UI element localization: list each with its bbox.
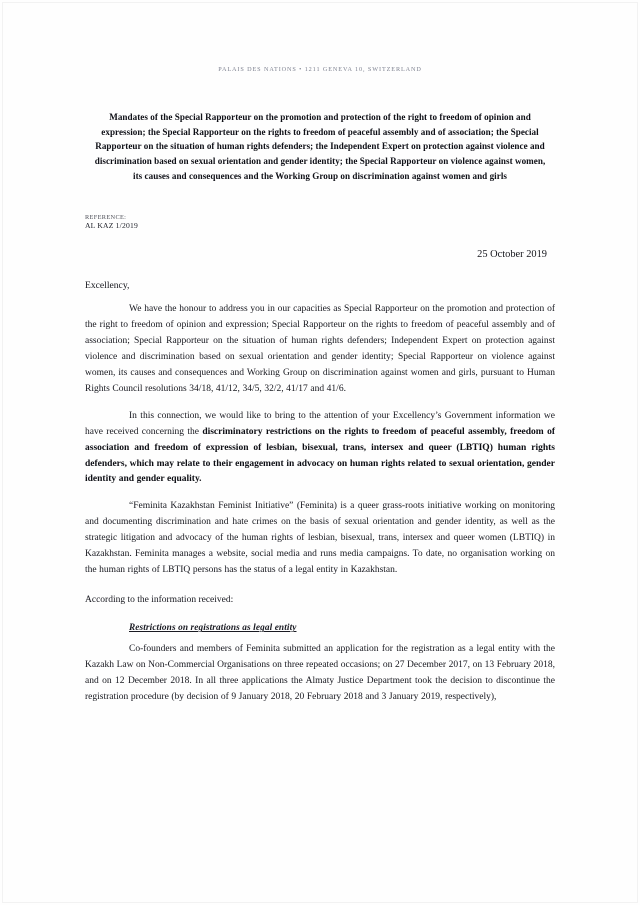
document-date: 25 October 2019: [477, 248, 547, 260]
reference-label: REFERENCE:: [85, 213, 127, 221]
body-paragraph-4: Co-founders and members of Feminita submitted an application for the registration as a legal entity with the Kazakh Law on Non-Commercial Organisations on three repeated occasions; on 27 December 2017, on 13 February 2018, and on 12 December 2018. In all three applications the Almaty Justice Department took the decision to discontinue the registration procedure (by decision of 9 January 2018, 20 February 2018 and 3 January 2019, respectively),: [85, 644, 555, 703]
letterhead-address: PALAIS DES NATIONS • 1211 GENEVA 10, SWITZERLAND: [218, 66, 422, 73]
reference-code: AL KAZ 1/2019: [85, 221, 138, 231]
according-to-information-line: According to the information received:: [85, 595, 234, 606]
body-paragraph-1: We have the honour to address you in our capacities as Special Rapporteur on the promotion and protection of the right to freedom of opinion and expression; Special Rapporteur on the rights to freedom of peaceful assembly and of association; Special Rapporteur on the situation of human rights defenders; Independent Expert on protection against violence and discrimination based on sexual orientation and gender identity; Special Rapporteur on violence against women, its causes and consequences and Working Group on discrimination against women and girls, pursuant to Human Rights Council resolutions 34/18, 41/12, 34/5, 32/2, 41/17 and 41/6.: [85, 303, 555, 394]
paragraph-2-lead-text: In this connection, we would like to bring to the attention of your Excellency’s Government information we have received concerning the: [85, 410, 555, 437]
document-content: [85, 0, 555, 716]
letterhead: [85, 66, 555, 82]
body-paragraph-2: [85, 409, 555, 489]
paragraph-2-emphasis-text: discriminatory restrictions on the rights to freedom of peaceful assembly, freedom of association and freedom of expression of lesbian, bisexual, trans, intersex and queer (LBTIQ) human rights defenders, which may relate to their engagement in advocacy on human rights related to sexual orientation, gender identity and gender equality.: [85, 426, 555, 485]
section-heading-restrictions: Restrictions on registrations as legal entity: [129, 623, 297, 634]
body-paragraph-3: “Feminita Kazakhstan Feminist Initiative” (Feminita) is a queer grass-roots initiative working on monitoring and documenting discrimination and hate crimes on the basis of sexual orientation and gender identity, as well as the strategic litigation and advocacy of the human rights of lesbian, bisexual, trans, intersex and queer women (LBTIQ) in Kazakhstan. Feminita manages a website, social media and runs media campaigns. To date, no organisation working on the human rights of LBTIQ persons has the status of a legal entity in Kazakhstan.: [85, 501, 555, 576]
salutation: Excellency,: [85, 279, 130, 291]
mandate-title: Mandates of the Special Rapporteur on the promotion and protection of the right to freedom of opinion and expression; the Special Rapporteur on the rights to freedom of peaceful assembly and of association; the Special Rapporteur on the situation of human rights defenders; the Independent Expert on protection against violence and discrimination based on sexual orientation and gender identity; the Special Rapporteur on violence against women, its causes and consequences and the Working Group on discrimination against women and girls: [94, 112, 546, 181]
reference-block: [85, 214, 555, 231]
